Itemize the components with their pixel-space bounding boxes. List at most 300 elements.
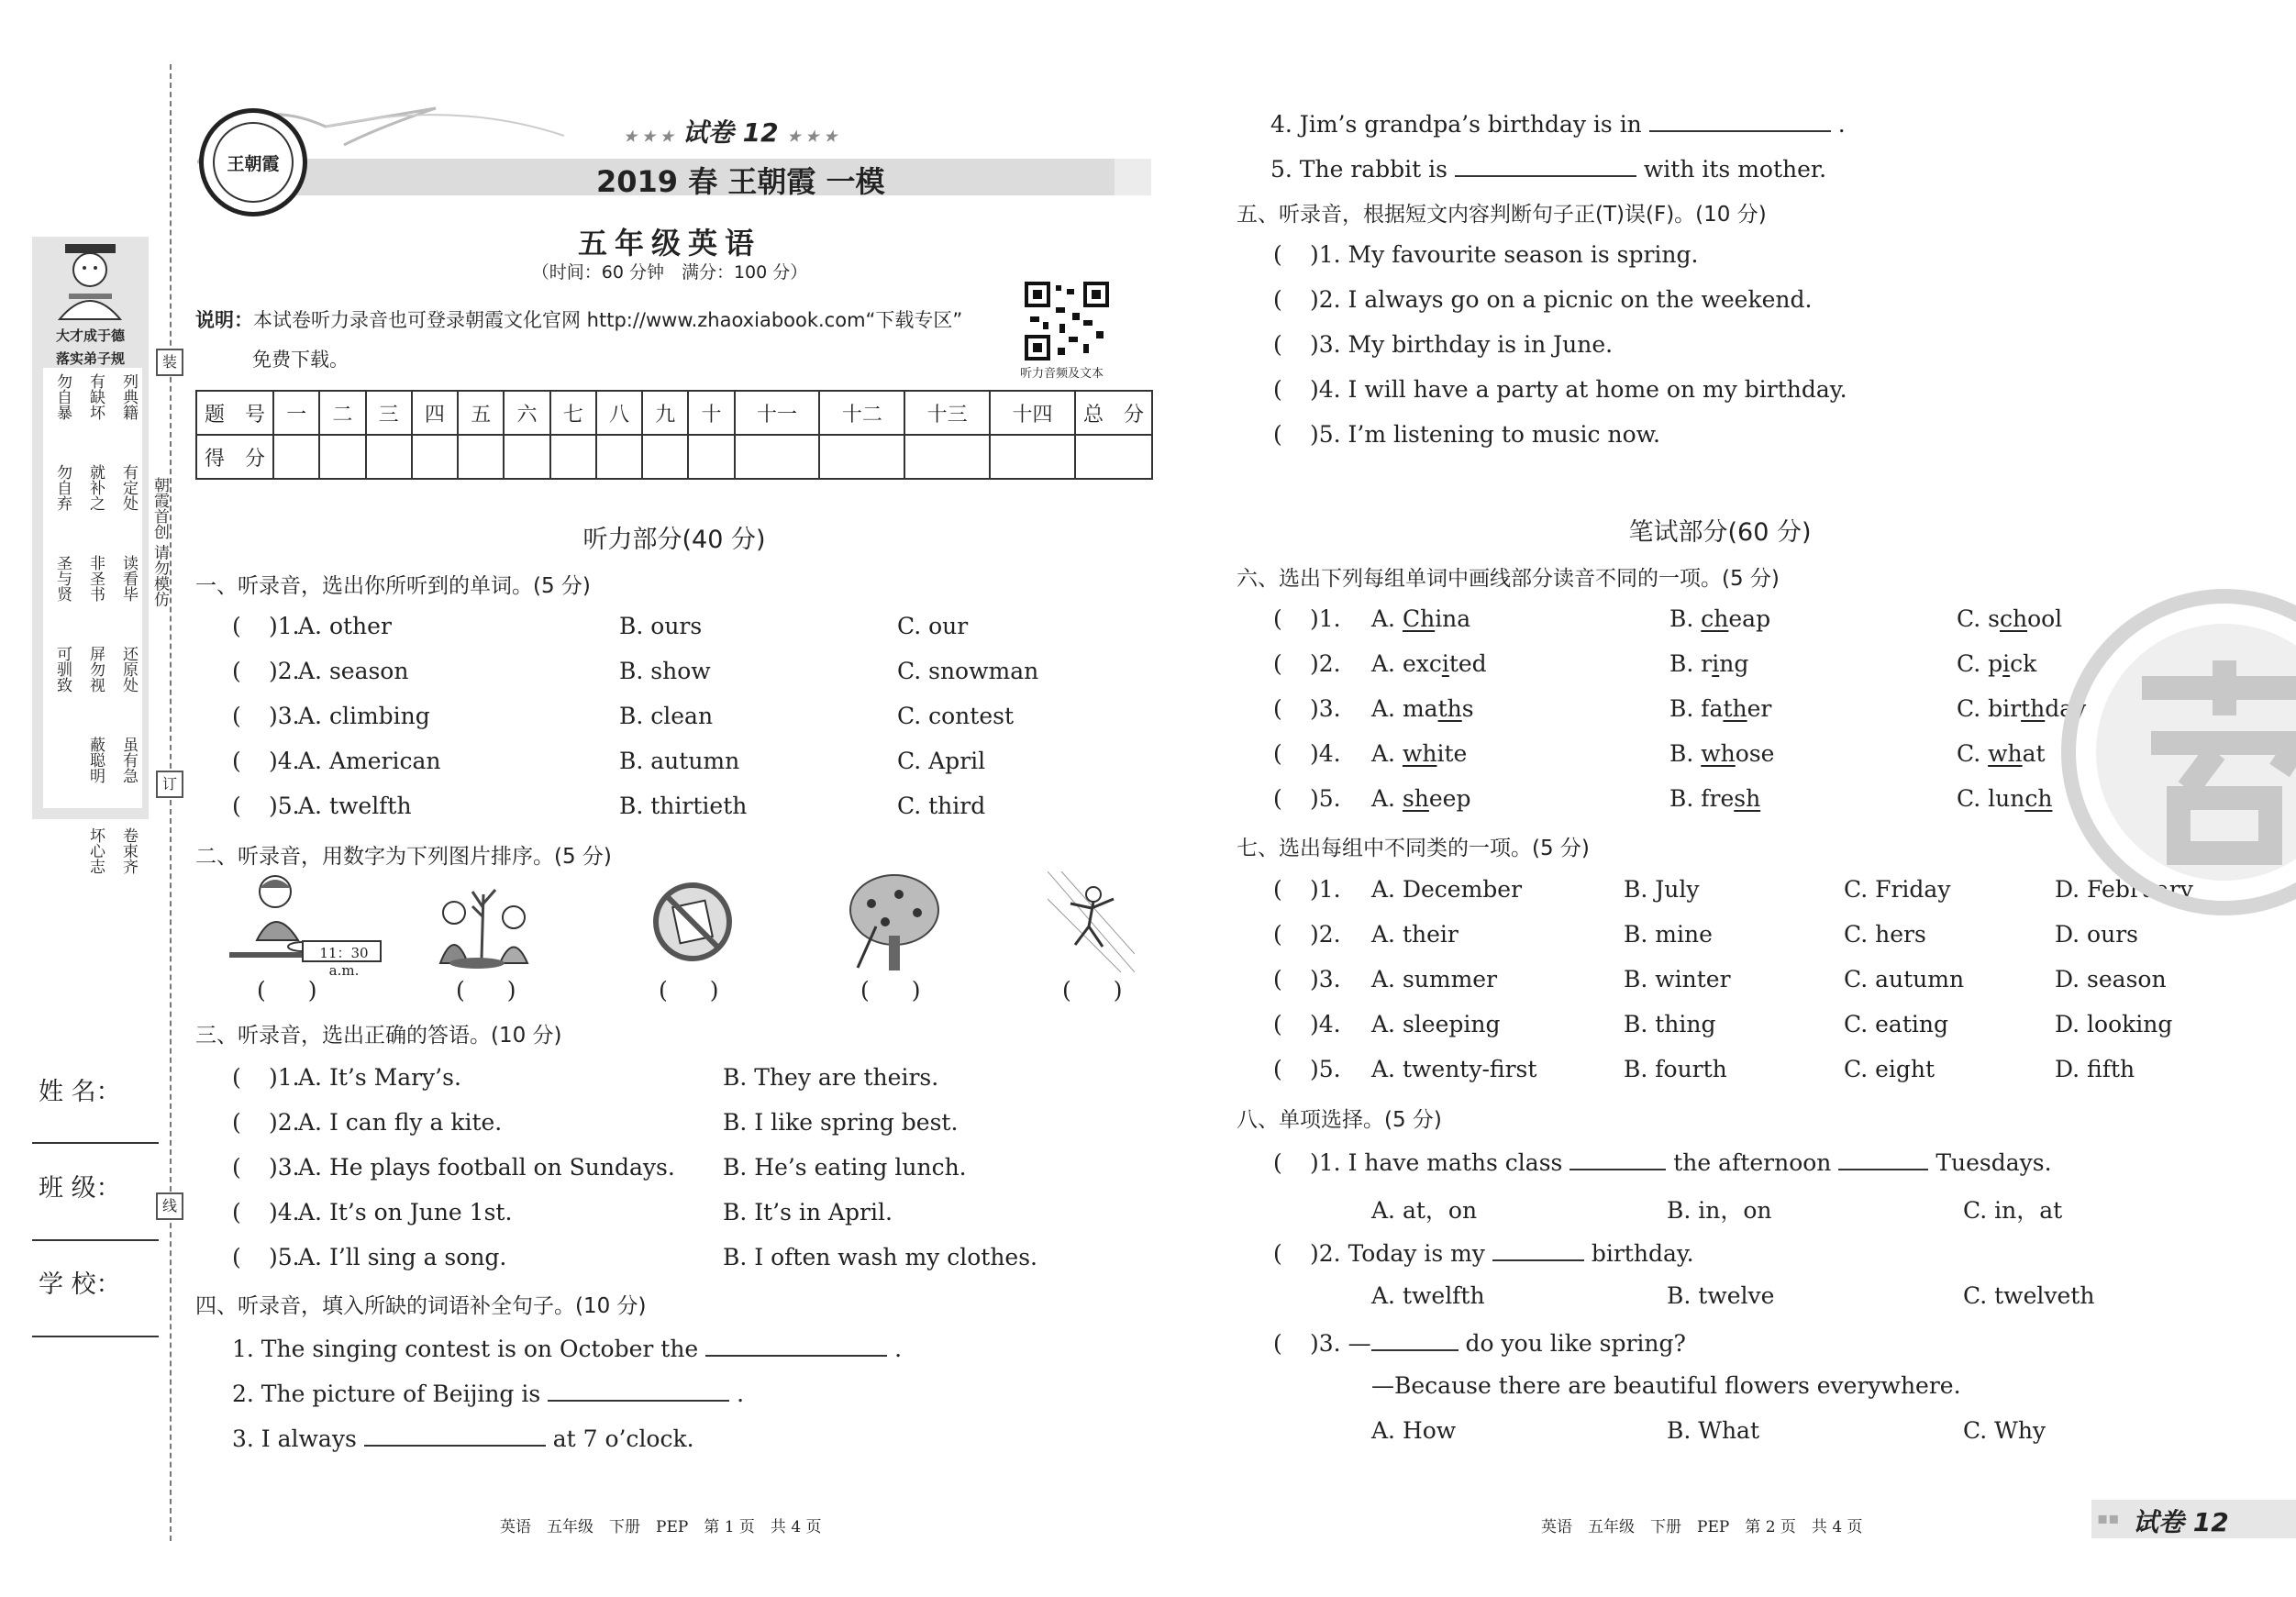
score-table-cell: 五 (458, 391, 504, 435)
underlined-letters: wh (1988, 740, 2023, 767)
statement: )3. My birthday is in June. (1310, 331, 1614, 358)
score-cell[interactable] (642, 435, 688, 479)
question-number: )3. (269, 703, 300, 729)
question-row (232, 793, 1149, 824)
sentence-start: 3. I always (232, 1425, 357, 1452)
option-a[interactable]: A. I can fly a kite. (298, 1109, 503, 1136)
sentence-start: 4. Jim’s grandpa’s birthday is in (1270, 111, 1642, 138)
option-a[interactable]: A. It’s on June 1st. (298, 1199, 513, 1225)
question-number: )5. (1310, 785, 1341, 812)
option-a[interactable]: A. He plays football on Sundays. (298, 1154, 675, 1181)
option-c[interactable]: C. snowman (897, 658, 1039, 684)
fold-mark-1: 装 (156, 349, 183, 376)
answer-bracket[interactable]: ( (232, 748, 241, 774)
option-b[interactable] (1669, 605, 1770, 632)
motto-box (32, 237, 149, 874)
score-cell[interactable] (1075, 435, 1152, 479)
option-b[interactable]: B. thing (1624, 1011, 1716, 1037)
fold-mark-2: 订 (156, 771, 183, 798)
fill-in-sentence (1270, 108, 1846, 138)
score-cell[interactable] (904, 435, 990, 479)
motto-phrase: 圣与贤 (53, 555, 72, 602)
option-b[interactable]: B. winter (1624, 966, 1731, 993)
answer-bracket[interactable]: ( (232, 613, 241, 639)
score-table-header-row (196, 391, 1152, 435)
paper-badge (624, 113, 837, 150)
sentence-start: 1. The singing contest is on October the (232, 1336, 699, 1362)
option-a[interactable] (1371, 650, 1487, 677)
answer-bracket[interactable]: ( ) (1062, 977, 1123, 1004)
option-c[interactable]: C. autumn (1844, 966, 1965, 993)
score-table (195, 390, 1153, 480)
sentence-end: . (894, 1336, 903, 1362)
option-c[interactable]: C. Friday (1844, 876, 1951, 903)
word-part: ck (2010, 650, 2037, 677)
question-row (232, 613, 1149, 644)
score-cell[interactable] (273, 435, 319, 479)
motto-phrase: 勿自弃 (53, 464, 72, 511)
question-number: )2. (1310, 1240, 1341, 1267)
underlined-letters: i (2002, 650, 2011, 677)
paper-badge-text: 试卷 12 (682, 117, 779, 148)
answer-bracket[interactable]: ( (1273, 650, 1282, 677)
motto-title: 大才成于德 (55, 327, 125, 344)
word-part: ina (1435, 605, 1471, 632)
motto-phrase (45, 827, 76, 915)
question-number: )4. (1310, 740, 1341, 767)
option-a[interactable]: A. twelfth (1371, 1282, 1485, 1309)
sentence-start: 5. The rabbit is (1270, 156, 1447, 183)
class-field[interactable] (32, 1239, 159, 1241)
score-table-cell: 八 (596, 391, 642, 435)
question-row (232, 1064, 1149, 1095)
underlined-letters: sh (1734, 785, 1761, 812)
option-a[interactable]: A. twelfth (298, 793, 412, 819)
footer-badge (2091, 1500, 2296, 1538)
footer-right: 英语 五年级 下册 PEP 第 2 页 共 4 页 (1541, 1518, 1863, 1536)
score-table-cell: 十一 (735, 391, 820, 435)
option-a[interactable] (1371, 605, 1470, 632)
option-a[interactable]: A. American (298, 748, 441, 774)
answer-bracket[interactable]: ( (1273, 331, 1282, 358)
word-part: C. lun (1957, 785, 2025, 812)
sentence-end: . (737, 1381, 745, 1407)
note-prefix: 说明： (195, 309, 253, 331)
answer-bracket[interactable]: ( (232, 658, 241, 684)
option-c[interactable]: C. April (897, 748, 986, 774)
option-b[interactable]: B. What (1667, 1417, 1760, 1444)
score-cell[interactable] (458, 435, 504, 479)
question-text: Today is my (1348, 1240, 1485, 1267)
option-b[interactable] (1669, 740, 1774, 767)
answer-bracket[interactable]: ( (1273, 921, 1282, 948)
answer-bracket[interactable]: ( (232, 703, 241, 729)
underlined-letters: ch (2024, 785, 2053, 812)
statement: )1. My favourite season is spring. (1310, 241, 1699, 268)
question-number: )1. (269, 613, 300, 639)
fill-in-sentence (232, 1423, 694, 1452)
footer-left: 英语 五年级 下册 PEP 第 1 页 共 4 页 (500, 1518, 822, 1536)
underlined-letters: sh (1402, 785, 1429, 812)
school-field[interactable] (32, 1336, 159, 1337)
word-part: ose (1735, 740, 1775, 767)
word-part: ite (1436, 740, 1468, 767)
question-number: )3. (1310, 966, 1341, 993)
download-note (195, 305, 1003, 333)
underlined-letters: th (2021, 695, 2046, 722)
option-b[interactable]: B. show (619, 658, 711, 684)
word-part: er (1747, 695, 1772, 722)
question-number: )3. (1310, 1330, 1341, 1357)
option-b[interactable] (1669, 695, 1771, 722)
word-part: at (2022, 740, 2046, 767)
no-littering-sign-picture (647, 876, 738, 968)
underlined-letters: th (1723, 695, 1747, 722)
answer-bracket[interactable]: ( ) (659, 977, 719, 1004)
option-b[interactable]: B. It’s in April. (723, 1199, 893, 1225)
question-number: )5. (1310, 1056, 1341, 1082)
word-part: B. (1669, 740, 1702, 767)
sentence-end: with its mother. (1643, 156, 1827, 183)
fold-mark-3: 线 (156, 1192, 183, 1220)
option-a[interactable] (1371, 785, 1470, 812)
answer-bracket[interactable]: ( (1273, 605, 1282, 632)
score-cell[interactable] (819, 435, 904, 479)
option-a[interactable]: A. twenty-first (1371, 1056, 1537, 1082)
word-part: C. p (1957, 650, 2003, 677)
scholar-illustration (32, 237, 149, 324)
option-b[interactable]: B. clean (619, 703, 714, 729)
option-b[interactable] (1669, 650, 1748, 677)
option-a[interactable]: A. December (1371, 876, 1523, 903)
word-part: C. s (1957, 605, 2000, 632)
question-row (1273, 1056, 2191, 1087)
answer-bracket[interactable]: ( ) (257, 977, 317, 1004)
score-cell[interactable] (319, 435, 365, 479)
underlined-letters: wh (1402, 740, 1437, 767)
time-info: （时间：60 分钟 满分：100 分） (531, 262, 808, 283)
answer-bracket[interactable]: ( ) (456, 977, 516, 1004)
s8-question-3-line2: —Because there are beautiful flowers everywhere. (1371, 1372, 1961, 1399)
option-c[interactable]: C. third (897, 793, 986, 819)
question-row (232, 1109, 1149, 1140)
option-b[interactable]: B. They are theirs. (723, 1064, 939, 1091)
option-a[interactable]: A. at，on (1371, 1197, 1478, 1224)
score-cell[interactable] (688, 435, 734, 479)
option-a[interactable]: A. It’s Mary’s. (298, 1064, 461, 1091)
question-row (232, 703, 1149, 734)
option-d[interactable]: D. fifth (2055, 1056, 2135, 1082)
bracket[interactable]: ( (1273, 1330, 1282, 1357)
score-cell[interactable] (412, 435, 458, 479)
true-false-item (1273, 376, 1847, 403)
motto-phrase: 虽有急 (119, 737, 138, 783)
score-table-cell: 三 (366, 391, 412, 435)
option-a[interactable]: A. season (298, 658, 409, 684)
question-row (232, 658, 1149, 689)
underlined-letters: wh (1701, 740, 1736, 767)
question-text: — (1348, 1330, 1371, 1357)
question-number: )1. (1310, 1149, 1341, 1176)
question-number: )2. (1310, 650, 1341, 677)
option-c[interactable]: C. hers (1844, 921, 1926, 948)
s8-question-2 (1273, 1237, 1694, 1267)
writing-heading: 笔试部分(60 分) (1628, 518, 1812, 547)
word-part: eap (1728, 605, 1771, 632)
question-number: )1. (1310, 876, 1341, 903)
question-row (232, 748, 1149, 779)
footer-badge-text: 试卷 12 (2133, 1507, 2229, 1537)
option-a[interactable]: A. sleeping (1371, 1011, 1501, 1037)
question-number: )4. (269, 1199, 300, 1225)
score-cell[interactable] (735, 435, 820, 479)
answer-blank[interactable] (1838, 1147, 1928, 1170)
answer-bracket[interactable]: ( (1273, 695, 1282, 722)
star-icon: ★ ★ ★ (787, 128, 837, 145)
question-row (232, 1244, 1149, 1275)
answer-bracket[interactable]: ( (1273, 1056, 1282, 1082)
option-d[interactable]: D. looking (2055, 1011, 2173, 1037)
question-text: the afternoon (1673, 1149, 1832, 1176)
star-icon: ★ ★ ★ (624, 128, 674, 145)
option-c[interactable]: C. Why (1963, 1417, 2046, 1444)
header-banner (197, 99, 1151, 199)
logo-text: 王朝霞 (227, 153, 280, 174)
answer-bracket[interactable]: ( (232, 1064, 241, 1091)
score-table-cell: 四 (412, 391, 458, 435)
word-part: s (1461, 695, 1474, 722)
answer-bracket[interactable]: ( (1273, 740, 1282, 767)
option-a[interactable]: A. summer (1371, 966, 1498, 993)
sentence-start: 2. The picture of Beijing is (232, 1381, 541, 1407)
option-b[interactable]: B. mine (1624, 921, 1713, 948)
option-a[interactable]: A. their (1371, 921, 1459, 948)
bracket[interactable]: ( (1273, 1149, 1282, 1176)
question-row (232, 1199, 1149, 1230)
fill-in-sentence (232, 1333, 902, 1362)
score-table-cell: 十 (688, 391, 734, 435)
score-table-cell: 九 (642, 391, 688, 435)
option-a[interactable]: A. How (1371, 1417, 1457, 1444)
underlined-letters: i (1441, 650, 1449, 677)
option-c[interactable]: C. in，at (1963, 1197, 2063, 1224)
skater-picture (1048, 871, 1135, 972)
option-c[interactable]: C. eight (1844, 1056, 1936, 1082)
section-2-title: 二、听录音，用数字为下列图片排序。(5 分) (195, 845, 612, 869)
s8-question-3 (1273, 1327, 1686, 1357)
question-number: )5. (269, 1244, 300, 1270)
statement: )2. I always go on a picnic on the weekend. (1310, 286, 1813, 313)
section-5-title: 五、听录音，根据短文内容判断句子正(T)误(F)。(10 分) (1237, 203, 1767, 227)
name-field[interactable] (32, 1142, 159, 1144)
logo-seal (199, 108, 307, 216)
option-a[interactable]: A. other (298, 613, 392, 639)
score-table-cell: 得 分 (196, 435, 273, 479)
option-b[interactable]: B. I like spring best. (723, 1109, 959, 1136)
option-c[interactable]: C. eating (1844, 1011, 1948, 1037)
underlined-letters: Ch (1402, 605, 1436, 632)
section-6-title: 六、选出下列每组单词中画线部分读音不同的一项。(5 分) (1237, 567, 1780, 591)
motto-phrase: 有定处 (119, 464, 138, 511)
motto-phrase: 读看毕 (119, 555, 138, 602)
word-part: ool (2027, 605, 2063, 632)
motto-phrase: 屏勿视 (86, 646, 105, 693)
option-b[interactable]: B. thirtieth (619, 793, 748, 819)
word-part: A. ma (1371, 695, 1438, 722)
underlined-letters: i (1712, 650, 1720, 677)
option-b[interactable]: B. I often wash my clothes. (723, 1244, 1038, 1270)
clock-label: 11：30 a.m. (319, 945, 369, 979)
answer-blank[interactable] (364, 1423, 546, 1447)
option-d[interactable]: D. February (2055, 876, 2193, 903)
statement: )5. I’m listening to music now. (1310, 421, 1660, 448)
answer-bracket[interactable]: ( (232, 1154, 241, 1181)
option-a[interactable]: A. I’ll sing a song. (298, 1244, 507, 1270)
question-number: )4. (1310, 1011, 1341, 1037)
answer-bracket[interactable]: ( (1273, 785, 1282, 812)
option-b[interactable]: B. in，on (1667, 1197, 1772, 1224)
option-c[interactable] (1957, 785, 2052, 812)
question-text: do you like spring? (1465, 1330, 1686, 1357)
answer-bracket[interactable]: ( (1273, 241, 1282, 268)
s8-question-1 (1273, 1147, 2052, 1176)
answer-blank[interactable] (1569, 1147, 1666, 1170)
score-cell[interactable] (550, 435, 596, 479)
motto-phrase: 有缺坏 (86, 373, 105, 420)
option-c[interactable]: C. our (897, 613, 969, 639)
option-b[interactable] (1669, 785, 1760, 812)
word-part: A. exc (1371, 650, 1442, 677)
option-a[interactable]: A. climbing (298, 703, 430, 729)
section-4-title: 四、听录音，填入所缺的词语补全句子。(10 分) (195, 1294, 647, 1318)
option-b[interactable]: B. fourth (1624, 1056, 1727, 1082)
question-number: )3. (269, 1154, 300, 1181)
option-d[interactable]: D. season (2055, 966, 2167, 993)
question-row (1273, 921, 2191, 952)
motto-columns (43, 368, 142, 874)
answer-bracket[interactable]: ( (1273, 286, 1282, 313)
word-part: B. fre (1669, 785, 1735, 812)
motto-phrase: 可驯致 (53, 646, 72, 693)
answer-bracket[interactable]: ( (232, 793, 241, 819)
note-text: 本试卷听力录音也可登录朝霞文化官网 http://www.zhaoxiabook.com“下载专区” (253, 309, 963, 331)
section-7-title: 七、选出每组中不同类的一项。(5 分) (1237, 837, 1590, 860)
question-number: )1. (269, 1064, 300, 1091)
question-number: )4. (269, 748, 300, 774)
question-number: )2. (269, 658, 300, 684)
class-label: 班 级： (39, 1174, 121, 1203)
people-planting-picture (427, 871, 550, 972)
answer-bracket[interactable]: ( (232, 1109, 241, 1136)
qr-caption: 听力音频及文本 (1020, 367, 1104, 381)
answer-blank[interactable] (548, 1378, 729, 1402)
question-row (1273, 1011, 2191, 1042)
answer-bracket[interactable]: ( (1273, 376, 1282, 403)
option-b[interactable]: B. ours (619, 613, 703, 639)
word-part: B. fa (1669, 695, 1724, 722)
option-b[interactable]: B. July (1624, 876, 1700, 903)
answer-bracket[interactable]: ( (232, 1199, 241, 1225)
section-1-title: 一、听录音，选出你所听到的单词。(5 分) (195, 574, 591, 598)
option-c[interactable]: C. twelveth (1963, 1282, 2095, 1309)
answer-bracket[interactable]: ( (1273, 876, 1282, 903)
option-c[interactable]: C. contest (897, 703, 1015, 729)
question-text: I have maths class (1348, 1149, 1563, 1176)
true-false-item (1273, 331, 1613, 358)
word-part: A. (1371, 740, 1403, 767)
motto-phrase: 坏心志 (86, 827, 105, 874)
score-cell[interactable] (366, 435, 412, 479)
option-b[interactable]: B. autumn (619, 748, 740, 774)
answer-blank[interactable] (705, 1333, 887, 1357)
subject-title: 五年级英语 (577, 226, 761, 261)
option-b[interactable]: B. twelve (1667, 1282, 1775, 1309)
score-cell[interactable] (504, 435, 549, 479)
word-part: ted (1448, 650, 1487, 677)
qr-code[interactable] (1023, 280, 1111, 362)
score-table-cell: 题 号 (196, 391, 273, 435)
answer-blank[interactable] (1455, 153, 1636, 177)
score-table-score-row (196, 435, 1152, 479)
dots-icon: ▪▪ (2097, 1509, 2120, 1528)
fill-in-sentence (1270, 153, 1826, 183)
motto-phrase: 列典籍 (119, 373, 138, 420)
word-part: C. (1957, 740, 1989, 767)
answer-bracket[interactable]: ( ) (860, 977, 921, 1004)
question-row (1273, 966, 2191, 997)
score-cell[interactable] (990, 435, 1075, 479)
true-false-item (1273, 286, 1812, 313)
score-table-cell: 总 分 (1075, 391, 1152, 435)
option-b[interactable]: B. He’s eating lunch. (723, 1154, 967, 1181)
motto-phrase: 卷束齐 (119, 827, 138, 874)
score-cell[interactable] (596, 435, 642, 479)
bracket[interactable]: ( (1273, 1240, 1282, 1267)
motto-phrase: 就补之 (86, 464, 105, 511)
question-number: )2. (1310, 921, 1341, 948)
word-part: A. (1371, 605, 1403, 632)
answer-blank[interactable] (1371, 1327, 1459, 1351)
option-a[interactable] (1371, 695, 1474, 722)
sentence-end: at 7 o’clock. (552, 1425, 694, 1452)
score-table-cell: 二 (319, 391, 365, 435)
option-c[interactable] (1957, 740, 2046, 767)
statement: )4. I will have a party at home on my birthday. (1310, 376, 1847, 403)
option-a[interactable] (1371, 740, 1467, 767)
score-table-cell: 十三 (904, 391, 990, 435)
school-label: 学 校： (39, 1270, 121, 1299)
true-false-item (1273, 241, 1698, 268)
section-3-title: 三、听录音，选出正确的答语。(10 分) (195, 1024, 562, 1048)
answer-blank[interactable] (1649, 108, 1831, 132)
sentence-end: . (1837, 111, 1846, 138)
score-table-cell: 六 (504, 391, 549, 435)
motto-phrase: 还原处 (119, 646, 138, 693)
option-d[interactable]: D. ours (2055, 921, 2138, 948)
answer-blank[interactable] (1492, 1237, 1584, 1261)
logo-inner-ring (213, 122, 294, 203)
answer-bracket[interactable]: ( (232, 1244, 241, 1270)
name-label: 姓 名： (39, 1078, 121, 1106)
question-row (232, 1154, 1149, 1185)
motto-subtitle: 落实弟子规 (55, 350, 125, 367)
confidential-seal-watermark (2041, 587, 2296, 917)
answer-bracket[interactable]: ( (1273, 1011, 1282, 1037)
answer-bracket[interactable]: ( (1273, 966, 1282, 993)
score-table-cell: 一 (273, 391, 319, 435)
option-c[interactable] (1957, 650, 2036, 677)
answer-bracket[interactable]: ( (1273, 421, 1282, 448)
